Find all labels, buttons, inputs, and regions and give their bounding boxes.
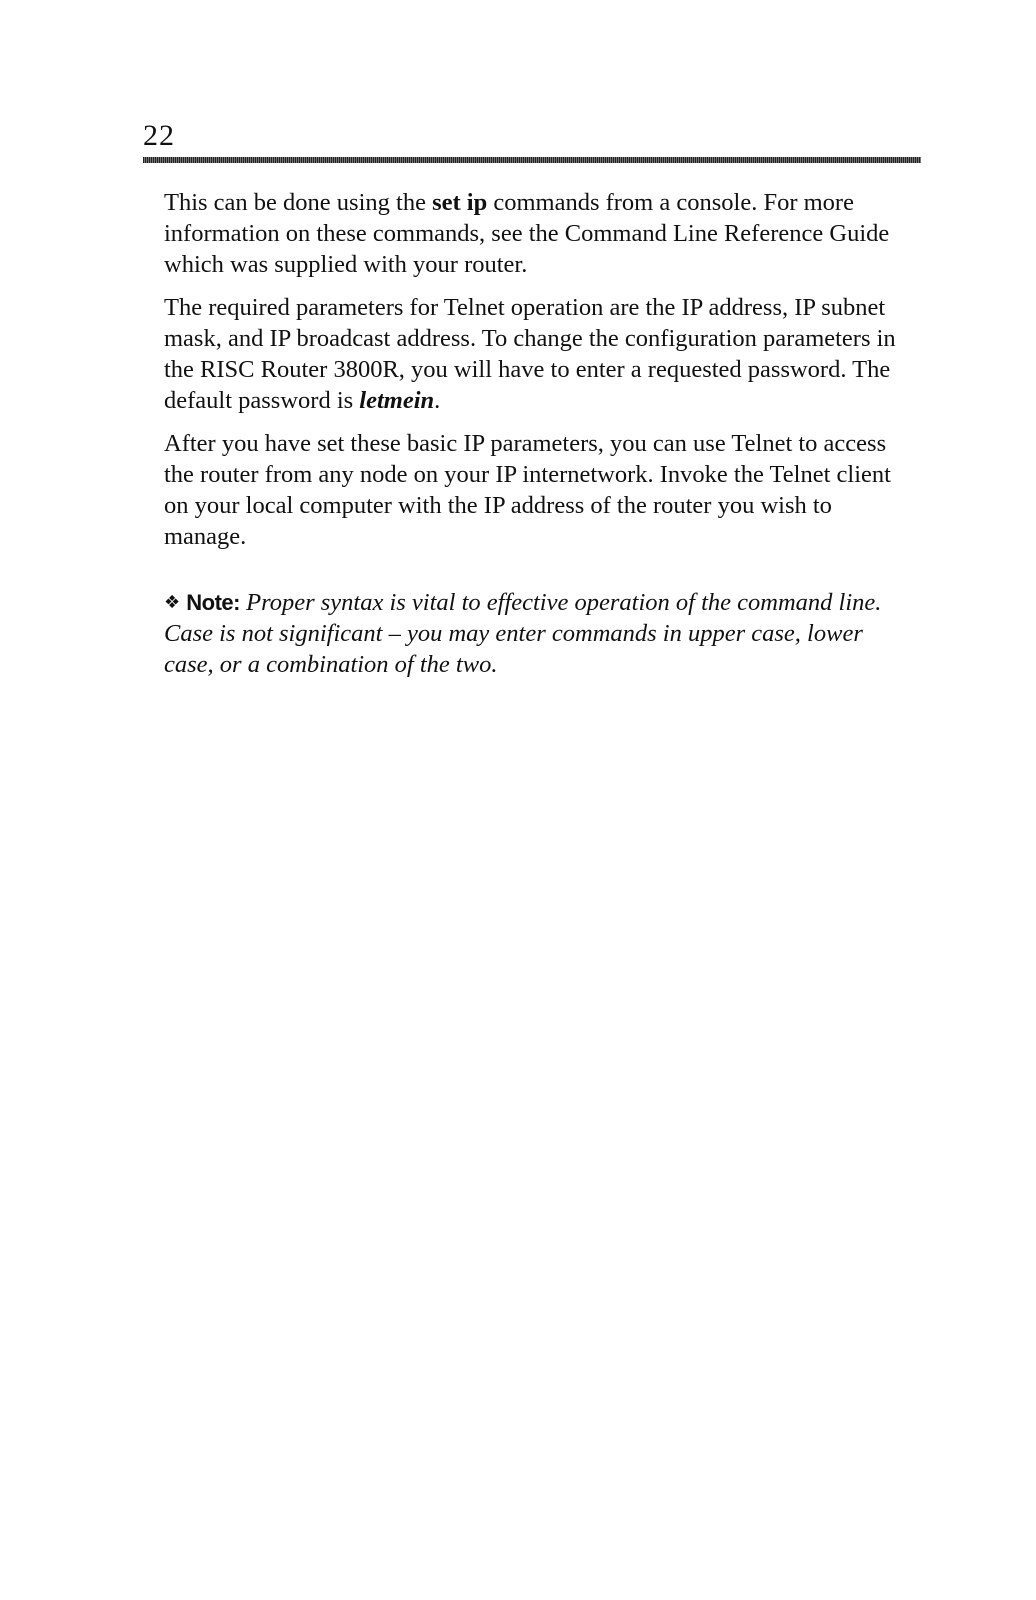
paragraph-set-ip [164,187,904,280]
body-text [164,187,904,552]
paragraph-telnet-parameters [164,292,904,416]
paragraph-text: commands from a console. For more information on these commands, see the Command Line Reference Guide which was supplied with your router. [164,189,890,278]
note-colon: : [233,590,240,615]
note-diamond-icon: ❖ [164,592,181,613]
page-number: 22 [143,119,175,152]
note-label: Note [186,590,234,615]
paragraph-text: This can be done using the [164,189,433,216]
paragraph-telnet-access: After you have set these basic IP parameters, you can use Telnet to access the router from any node on your IP internetwork. Invoke the Telnet client on your local computer with the IP address of the router you wish to manage. [164,430,891,550]
paragraph-text: The required parameters for Telnet operation are the IP address, IP subnet mask, and IP broadcast address. To change the configuration parameters in the RISC Router 3800R, you will have to enter a requested password. The default password is [164,294,896,414]
note [164,587,914,680]
note-text: Proper syntax is vital to effective operation of the command line. Case is not significant – you may enter commands in upper case, lower case, or a combination of the two. [164,589,882,678]
paragraph-text: . [434,387,441,414]
command-set-ip: set ip [432,189,488,216]
default-password: letmein [359,387,435,414]
header-rule [143,157,921,163]
